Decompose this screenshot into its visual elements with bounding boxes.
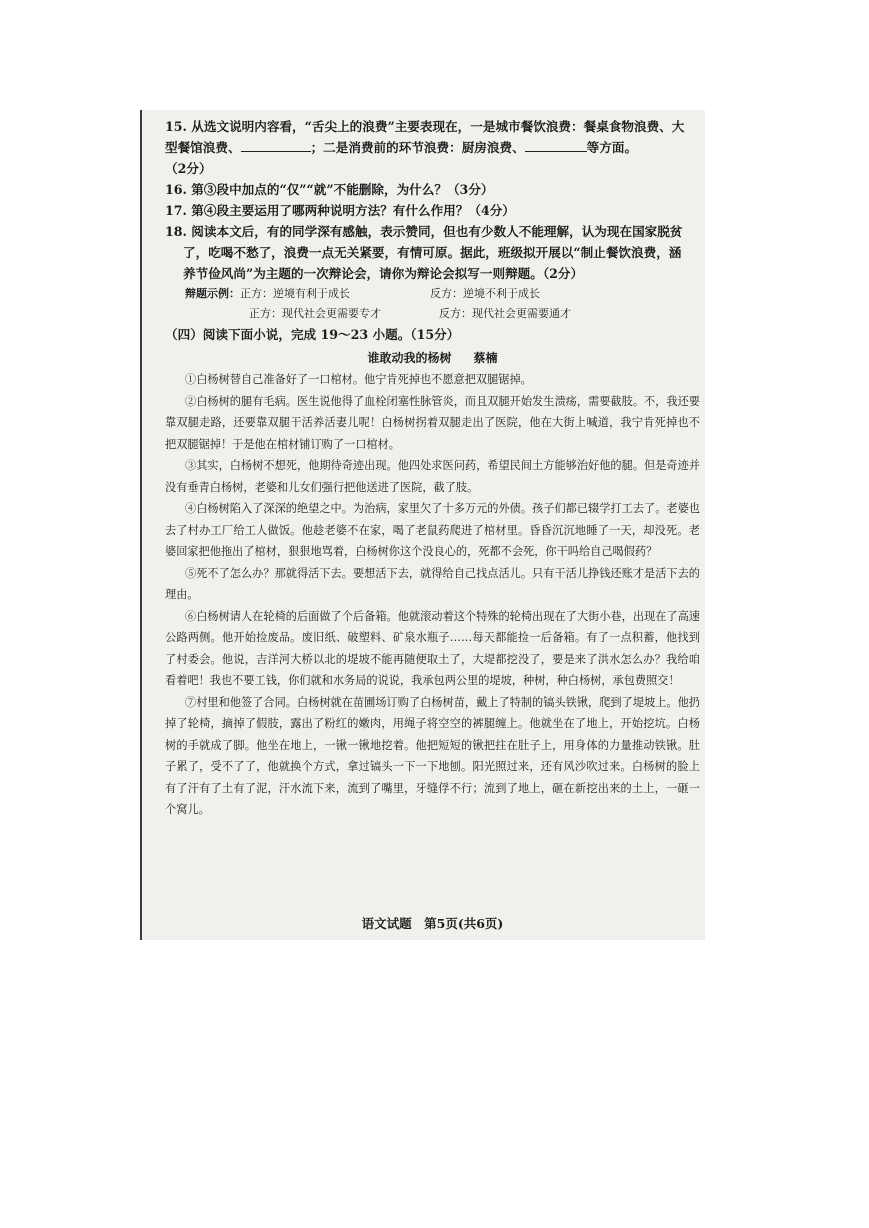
debate-example-row2 <box>165 304 700 324</box>
story-paragraph-7: ⑦村里和他签了合同。白杨树就在苗圃场订购了白杨树苗，戴上了特制的镐头铁锹，爬到了堤坡上。他扔掉了轮椅，摘掉了假肢，露出了粉红的嫩肉，用绳子将空空的裤腿缠上。他就坐在了地上，开始挖坑。白杨树的手就成了脚。他坐在地上，一锹一锹地挖着。他把短短的锹把拄在肚子上，用身体的力量推动铁锹。肚子累了，受不了了，他就换个方式，拿过镐头一下一下地刨。阳光照过来，还有风沙吹过来。白杨树的脸上有了汗有了土有了泥，汗水流下来，流到了嘴里，牙缝俘不行；流到了地上，砸在新挖出来的土上，一砸一个窝儿。 <box>165 695 700 816</box>
story-title-line <box>165 347 700 369</box>
question-15-text-c: 等方面。 <box>586 140 638 155</box>
story-paragraph-4: ④白杨树陷入了深深的绝望之中。为治病，家里欠了十多万元的外债。孩子们都已辍学打工去了。老婆也去了村办工厂给工人做饭。他趁老婆不在家，喝了老鼠药爬进了棺材里。昏昏沉沉地睡了一天，却没死。老婆回家把他拖出了棺材，狠狠地骂着，白杨树你这个没良心的，死都不会死，你干吗给自己喝假药？ <box>165 502 700 558</box>
question-17: 17. 第④段主要运用了哪两种说明方法？有什么作用？（4分） <box>165 203 515 218</box>
example2-pro: 正方：现代社会更需要专才 <box>249 307 381 320</box>
page-footer: 语文试题 第5页(共6页) <box>361 916 504 931</box>
story-paragraph-6: ⑥白杨树请人在轮椅的后面做了个后备箱。他就滚动着这个特殊的轮椅出现在了大街小巷，出现在了高速公路两侧。他开始捡废品。废旧纸、破塑料、矿泉水瓶子……每天都能捡一后备箱。有了一点积蓄，他找到了村委会。他说，吉洋河大桥以北的堤坡不能再随便取土了，大堤都挖没了，要是来了洪水怎么办？我给咱看着吧！我也不要工钱，你们就和水务局的说说，我承包两公里的堤坡，种树，种白杨树，承包费照交！ <box>165 609 700 687</box>
story-author: 蔡楠 <box>473 351 498 365</box>
example2-con: 反方：现代社会更需要通才 <box>439 307 571 320</box>
debate-example-row1 <box>165 284 700 304</box>
section-4-heading: （四）阅读下面小说，完成 19～23 小题。（15分） <box>165 327 460 342</box>
question-15-line2 <box>165 137 700 158</box>
question-18-line1: 18. 阅读本文后，有的同学深有感触，表示赞同，但也有少数人不能理解，认为现在国家脱贫 <box>165 224 683 239</box>
story-paragraph-5: ⑤死不了怎么办？那就得活下去。要想活下去，就得给自己找点活儿。只有干活儿挣钱还账才是活下去的理由。 <box>165 566 700 601</box>
story-paragraph-2: ②白杨树的腿有毛病。医生说他得了血栓闭塞性脉管炎，而且双腿开始发生溃疡，需要截肢。不，我还要靠双腿走路，还要靠双腿干活养活妻儿呢！白杨树拐着双腿走出了医院，他在大街上喊道，我宁肯死掉也不把双腿锯掉！于是他在棺材铺订购了一口棺材。 <box>165 394 700 451</box>
question-18-line3: 养节俭风尚”为主题的一次辩论会，请你为辩论会拟写一则辩题。（2分） <box>183 266 584 281</box>
answer-blank-1 <box>241 139 311 152</box>
debate-example-label: 辩题示例： <box>185 287 240 300</box>
question-15-text-b: ；二是消费前的环节浪费：厨房浪费、 <box>310 140 525 155</box>
question-15-text-a: 型餐馆浪费、 <box>165 140 241 155</box>
question-18-line2: 了，吃喝不愁了，浪费一点无关紧要，有情可原。据此，班级拟开展以“制止餐饮浪费，涵 <box>183 245 682 260</box>
question-15-score: （2分） <box>165 161 212 176</box>
story-title: 谁敢动我的杨树 <box>367 351 452 365</box>
example1-con: 反方：逆境不利于成长 <box>430 287 540 300</box>
exam-content <box>165 116 700 931</box>
story-paragraph-3: ③其实，白杨树不想死，他期待奇迹出现。他四处求医问药，希望民间土方能够治好他的腿。但是奇迹并没有垂青白杨树，老婆和儿女们强行把他送进了医院，截了肢。 <box>165 459 700 494</box>
answer-blank-2 <box>525 139 587 152</box>
question-15-line1: 15. 从选文说明内容看，“舌尖上的浪费”主要表现在，一是城市餐饮浪费：餐桌食物浪费、大 <box>165 119 685 134</box>
story-paragraph-1: ①白杨树替自己准备好了一口棺材。他宁肯死掉也不愿意把双腿锯掉。 <box>185 373 532 386</box>
example1-pro: 正方：逆境有利于成长 <box>240 287 350 300</box>
question-16: 16. 第③段中加点的“仅”“就”不能删除，为什么？（3分） <box>165 182 494 197</box>
